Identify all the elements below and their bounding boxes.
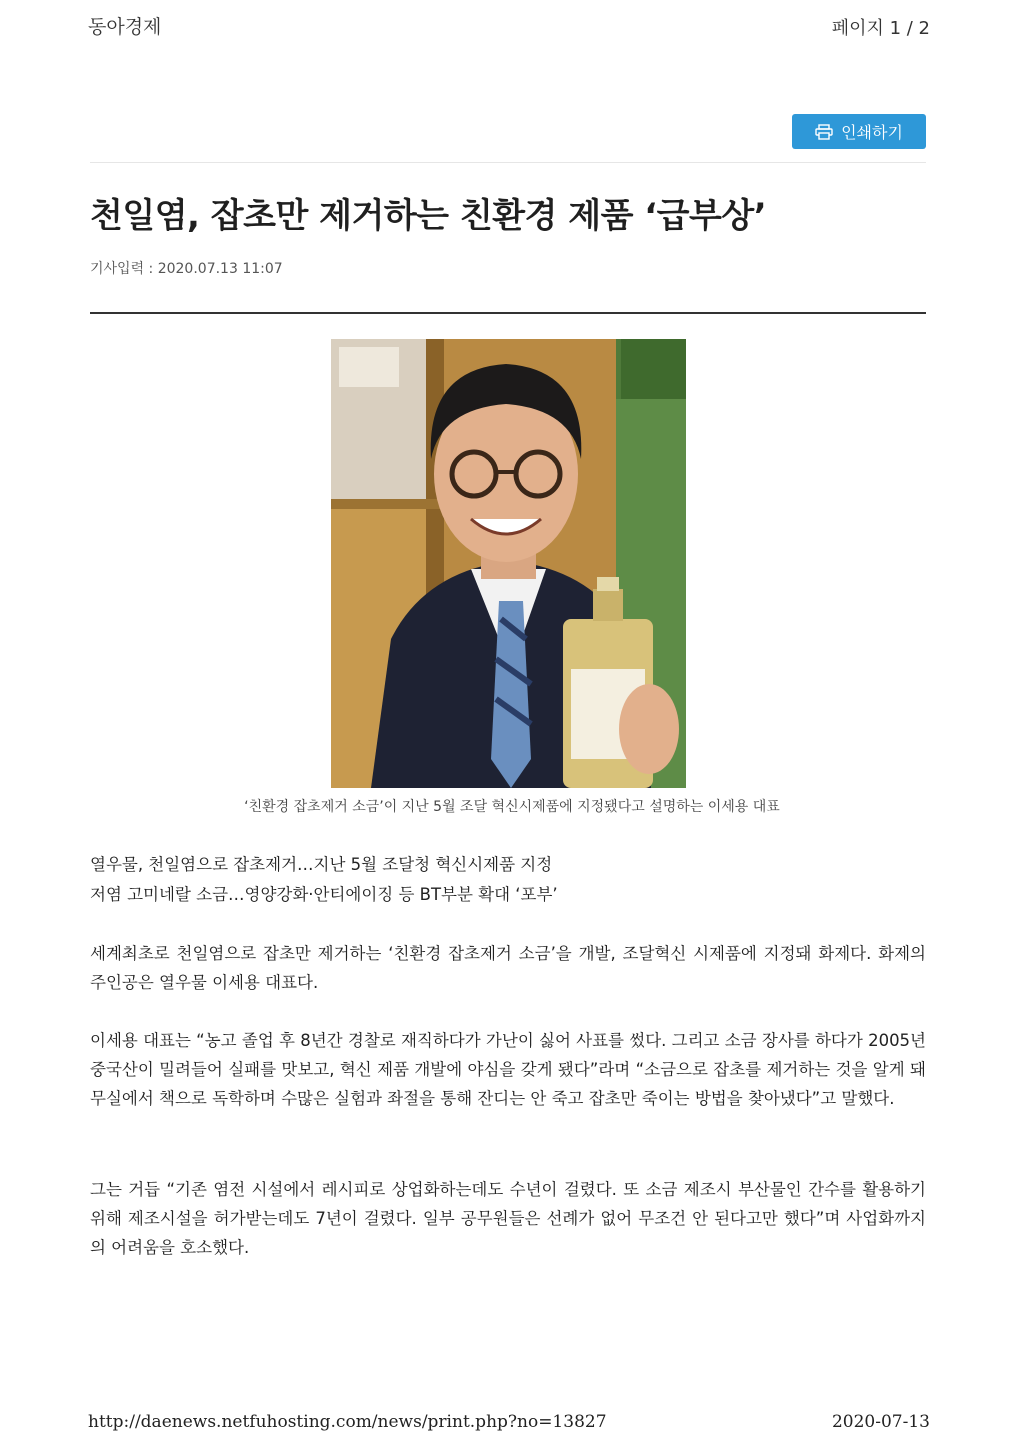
- title-divider: [90, 312, 926, 314]
- article-paragraph: 세계최초로 천일염으로 잡초만 제거하는 ‘친환경 잡초제거 소금’을 개발, 조달혁신 시제품에 지정돼 화제다. 화제의 주인공은 열우물 이세용 대표다.: [90, 944, 926, 992]
- article-summary: [90, 850, 926, 910]
- top-divider: [90, 162, 926, 163]
- article-meta: 기사입력 : 2020.07.13 11:07: [90, 261, 283, 277]
- print-button-label: 인쇄하기: [841, 123, 903, 142]
- article-photo: [331, 339, 686, 788]
- publication-name: 동아경제: [88, 16, 162, 38]
- summary-line: 저염 고미네랄 소금…영양강화·안티에이징 등 BT부분 확대 ‘포부’: [90, 885, 558, 904]
- article-title: 천일염, 잡초만 제거하는 친환경 제품 ‘급부상’: [90, 196, 767, 236]
- photo-caption: ‘친환경 잡초제거 소금’이 지난 5월 조달 혁신시제품에 지정됐다고 설명하는 이세용 대표: [244, 799, 780, 815]
- print-button[interactable]: [792, 114, 926, 149]
- article-paragraph: 이세용 대표는 “농고 졸업 후 8년간 경찰로 재직하다가 가난이 싫어 사표를 썼다. 그리고 소금 장사를 하다가 2005년 중국산이 밀려들어 실패를 맛보고, 혁신 제품 개발에 야심을 갖게 됐다”라며 “소금으로 잡초를 제거하는 것을 알게 돼 무실에서 책으로 독학하며 수많은 실험과 좌절을 통해 잔디는 안 죽고 잡초만 죽이는 방법을 찾아냈다”고 말했다.: [90, 1031, 926, 1108]
- footer-url: http://daenews.netfuhosting.com/news/print.php?no=13827: [88, 1412, 607, 1432]
- article-paragraph: 그는 거듭 “기존 염전 시설에서 레시피로 상업화하는데도 수년이 걸렸다. 또 소금 제조시 부산물인 간수를 활용하기 위해 제조시설을 허가받는데도 7년이 걸렸다. 일부 공무원들은 선례가 없어 무조건 안 된다고만 했다”며 사업화까지의 어려움을 호소했다.: [90, 1180, 926, 1257]
- footer-date: 2020-07-13: [831, 1412, 930, 1432]
- summary-line: 열우물, 천일염으로 잡초제거…지난 5월 조달청 혁신시제품 지정: [90, 855, 553, 874]
- printer-icon: [815, 124, 833, 140]
- page-indicator: 페이지 1 / 2: [831, 18, 930, 39]
